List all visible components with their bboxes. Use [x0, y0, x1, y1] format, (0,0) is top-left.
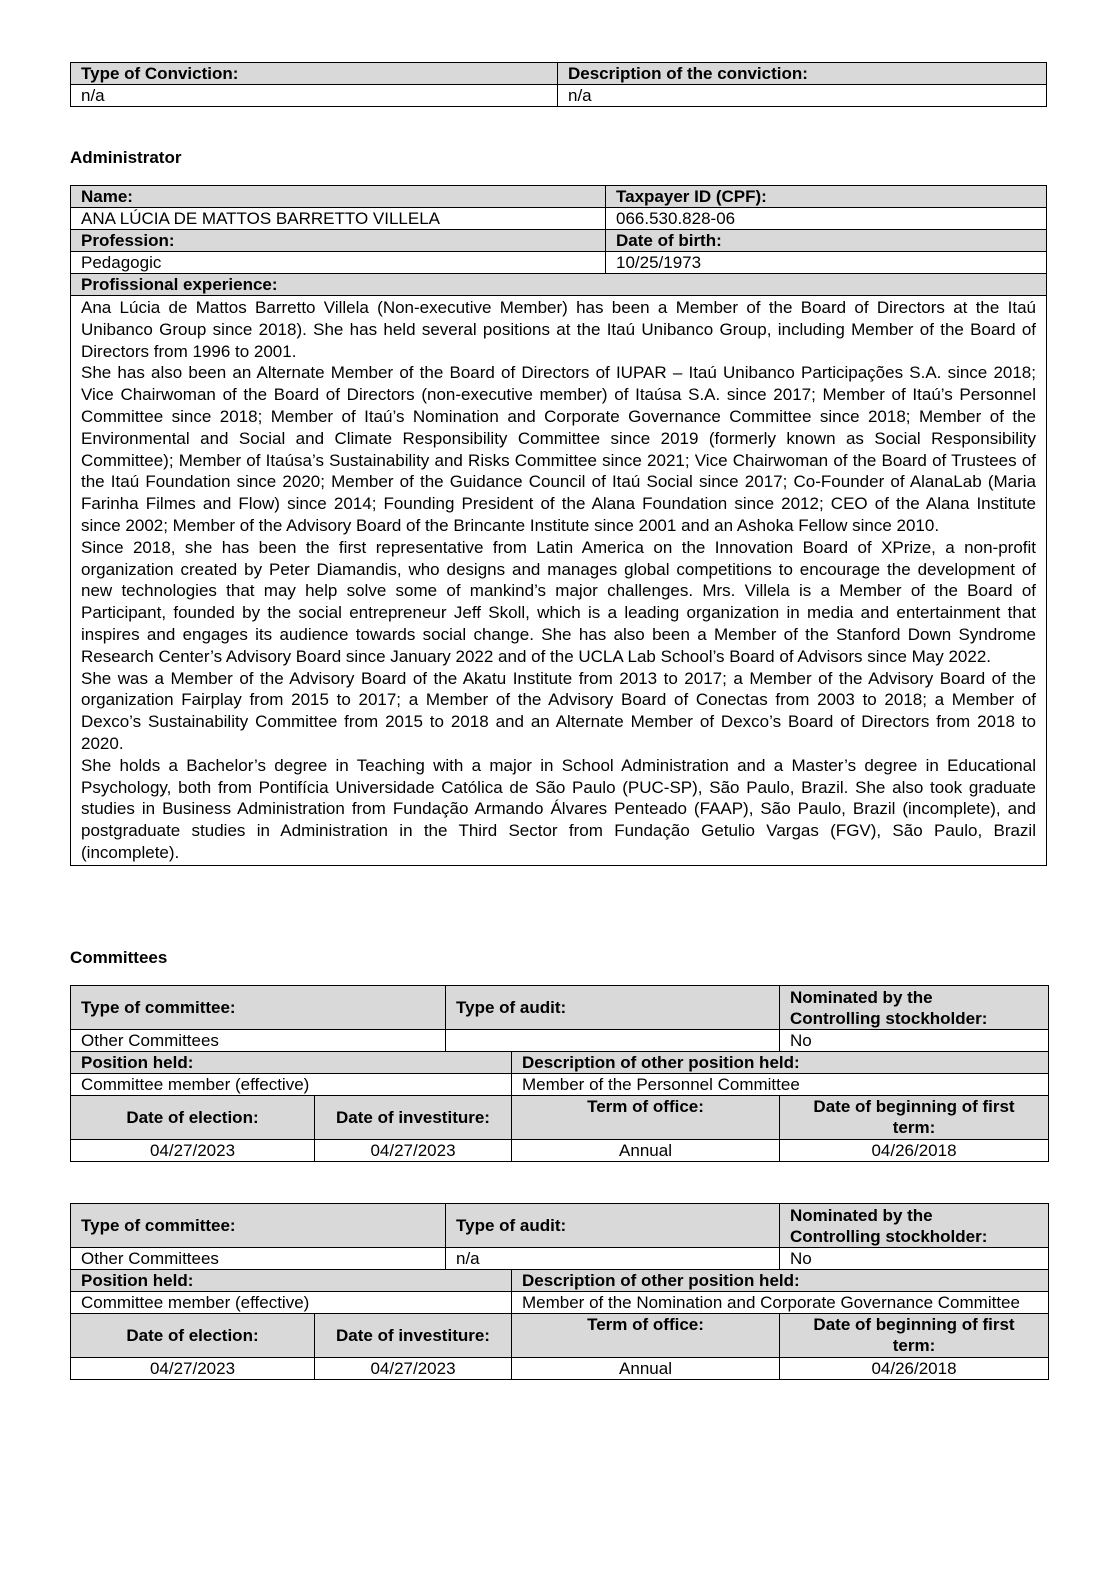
term-of-office-value: Annual — [512, 1358, 780, 1380]
date-first-term-value: 04/26/2018 — [780, 1140, 1049, 1162]
date-of-election-label: Date of election: — [71, 1096, 315, 1140]
committee-table — [70, 985, 1049, 1162]
nominated-label — [780, 986, 1049, 1030]
profession-label: Profession: — [71, 230, 606, 252]
cpf-value: 066.530.828-06 — [606, 208, 1047, 230]
conviction-description-value: n/a — [558, 85, 1047, 107]
type-of-committee-value: Other Committees — [71, 1248, 446, 1270]
committees-heading: Committees — [70, 948, 168, 967]
type-of-committee-label: Type of committee: — [71, 986, 446, 1030]
date-of-election-label: Date of election: — [71, 1314, 315, 1358]
date-first-term-value: 04/26/2018 — [780, 1358, 1049, 1380]
name-value: ANA LÚCIA DE MATTOS BARRETTO VILLELA — [71, 208, 606, 230]
description-other-position-value: Member of the Nomination and Corporate Governance Committee — [512, 1292, 1049, 1314]
conviction-table — [70, 62, 1047, 107]
experience-paragraph: She was a Member of the Advisory Board of the Akatu Institute from 2013 to 2017; a Member of the Advisory Board of the organization Fairplay from 2015 to 2017; a Member of the Advisory Board of Conectas from 2003 to 2018; a Member of Dexco’s Sustainability Committee from 2015 to 2018 and an Alternate Member of Dexco’s Board of Directors from 2018 to 2020. — [81, 668, 1036, 753]
position-held-label: Position held: — [71, 1270, 512, 1292]
type-of-audit-label: Type of audit: — [446, 1204, 780, 1248]
date-of-election-value: 04/27/2023 — [71, 1140, 315, 1162]
experience-paragraph: Ana Lúcia de Mattos Barretto Villela (Non-executive Member) has been a Member of the Board of Directors at the Itaú Unibanco Group since 2018). She has held several positions at the Itaú Unibanco Group, including Member of the Board of Directors from 1996 to 2001. — [81, 298, 1036, 361]
date-of-investiture-value: 04/27/2023 — [315, 1358, 512, 1380]
type-of-audit-value — [446, 1030, 780, 1052]
nominated-label-line1: Nominated by the — [790, 1205, 933, 1225]
type-of-audit-label: Type of audit: — [446, 986, 780, 1030]
birth-label: Date of birth: — [606, 230, 1047, 252]
date-first-term-label-line2: term: — [892, 1118, 936, 1137]
nominated-label-line2: Controlling stockholder: — [790, 1008, 988, 1028]
term-of-office-label: Term of office: — [512, 1096, 780, 1140]
profession-value: Pedagogic — [71, 252, 606, 274]
description-other-position-label: Description of other position held: — [512, 1052, 1049, 1074]
nominated-value: No — [780, 1030, 1049, 1052]
type-of-audit-value: n/a — [446, 1248, 780, 1270]
type-of-committee-value: Other Committees — [71, 1030, 446, 1052]
term-of-office-value: Annual — [512, 1140, 780, 1162]
position-held-value: Committee member (effective) — [71, 1074, 512, 1096]
experience-text — [71, 296, 1047, 866]
date-of-investiture-label: Date of investiture: — [315, 1096, 512, 1140]
position-held-value: Committee member (effective) — [71, 1292, 512, 1314]
description-other-position-label: Description of other position held: — [512, 1270, 1049, 1292]
conviction-description-label: Description of the conviction: — [558, 63, 1047, 85]
birth-value: 10/25/1973 — [606, 252, 1047, 274]
nominated-label-line1: Nominated by the — [790, 987, 933, 1007]
date-of-investiture-value: 04/27/2023 — [315, 1140, 512, 1162]
date-first-term-label-line1: Date of beginning of first — [813, 1097, 1015, 1116]
nominated-label — [780, 1204, 1049, 1248]
date-first-term-label-line1: Date of beginning of first — [813, 1315, 1015, 1334]
conviction-type-label: Type of Conviction: — [71, 63, 558, 85]
term-of-office-label: Term of office: — [512, 1314, 780, 1358]
conviction-type-value: n/a — [71, 85, 558, 107]
nominated-value: No — [780, 1248, 1049, 1270]
date-of-investiture-label: Date of investiture: — [315, 1314, 512, 1358]
administrator-heading: Administrator — [70, 148, 182, 167]
committee-table — [70, 1203, 1049, 1380]
description-other-position-value: Member of the Personnel Committee — [512, 1074, 1049, 1096]
date-first-term-label-line2: term: — [892, 1336, 936, 1355]
date-first-term-label — [780, 1314, 1049, 1358]
date-of-election-value: 04/27/2023 — [71, 1358, 315, 1380]
experience-label: Profissional experience: — [71, 274, 1047, 296]
administrator-table — [70, 185, 1047, 866]
cpf-label: Taxpayer ID (CPF): — [606, 186, 1047, 208]
experience-paragraph: She has also been an Alternate Member of the Board of Directors of IUPAR – Itaú Unibanco Participações S.A. since 2018; Vice Chairwoman of the Board of Directors (non-executive member) of Itaúsa S.A. since 2017; Member of Itaú’s Personnel Committee since 2018; Member of Itaú’s Nomination and Corporate Governance Committee since 2018; Member of the Environmental and Social and Climate Responsibility Committee since 2019 (formerly known as Social Responsibility Committee); Member of Itaúsa’s Sustainability and Risks Committee since 2021; Vice Chairwoman of the Board of Trustees of the Itaú Foundation since 2020; Member of the Guidance Council of Itaú Social since 2017; Co-Founder of AlanaLab (Maria Farinha Filmes and Flow) since 2014; Founding President of the Alana Foundation since 2012; CEO of the Alana Institute since 2002; Member of the Advisory Board of the Brincante Institute since 2001 and an Ashoka Fellow since 2010. — [81, 363, 1036, 535]
date-first-term-label — [780, 1096, 1049, 1140]
experience-paragraph: She holds a Bachelor’s degree in Teaching with a major in School Administration and a Master’s degree in Educational Psychology, both from Pontifícia Universidade Católica de São Paulo (PUC-SP), São Paulo, Brazil. She also took graduate studies in Business Administration from Fundação Armando Álvares Penteado (FAAP), São Paulo, Brazil (incomplete), and postgraduate studies in Administration in the Third Sector from Fundação Getulio Vargas (FGV), São Paulo, Brazil (incomplete). — [81, 755, 1036, 862]
experience-paragraph: Since 2018, she has been the first representative from Latin America on the Innovation Board of XPrize, a non-profit organization created by Peter Diamandis, who designs and manages global competitions to encourage the development of new technologies that may help solve some of mankind’s major challenges. Mrs. Villela is a Member of the Board of Participant, founded by the social entrepreneur Jeff Skoll, which is a leading organization in media and entertainment that inspires and engages its audience towards social change. She has also been a Member of the Stanford Down Syndrome Research Center’s Advisory Board since January 2022 and of the UCLA Lab School’s Board of Advisors since May 2022. — [81, 537, 1036, 666]
type-of-committee-label: Type of committee: — [71, 1204, 446, 1248]
position-held-label: Position held: — [71, 1052, 512, 1074]
nominated-label-line2: Controlling stockholder: — [790, 1226, 988, 1246]
name-label: Name: — [71, 186, 606, 208]
